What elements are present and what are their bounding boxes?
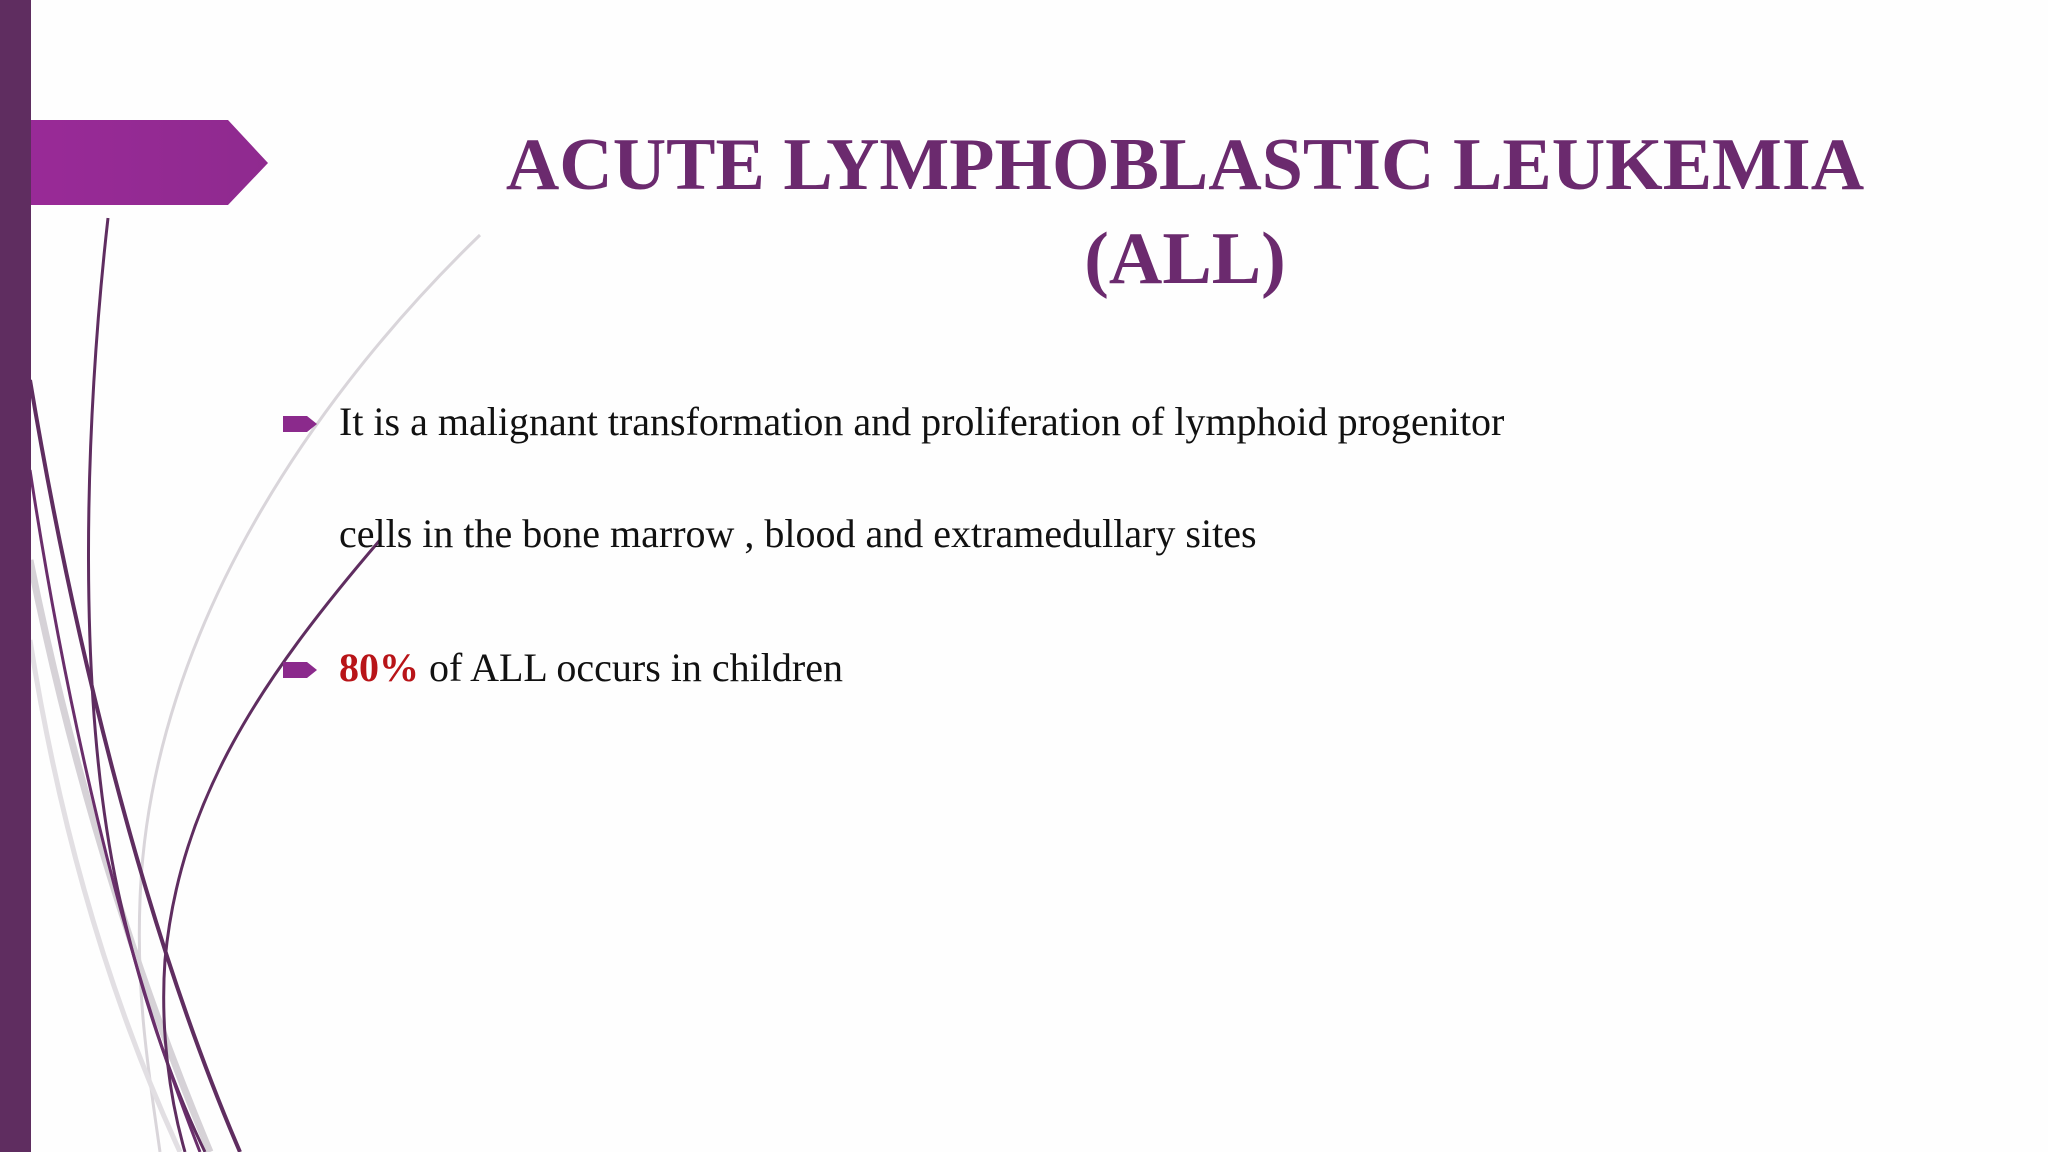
bullet-1-line-1: It is a malignant transformation and proliferation of lymphoid progenitor <box>339 399 1505 444</box>
bullet-text-2 <box>339 644 1809 692</box>
bullet-text-1 <box>339 398 1809 558</box>
bullet-1-line-2: cells in the bone marrow , blood and extramedullary sites <box>339 511 1257 556</box>
bullet-2-rest: of ALL occurs in children <box>419 645 843 690</box>
arrow-bullet-icon <box>283 414 319 434</box>
title-line-2: (ALL) <box>1084 218 1286 300</box>
bullet-item-1 <box>283 398 1809 558</box>
bullet-item-2 <box>283 644 1809 692</box>
title-line-1: ACUTE LYMPHOBLASTIC LEUKEMIA <box>505 124 1865 206</box>
arrow-bullet-icon <box>283 660 319 680</box>
highlight-percentage: 80% <box>339 645 419 690</box>
